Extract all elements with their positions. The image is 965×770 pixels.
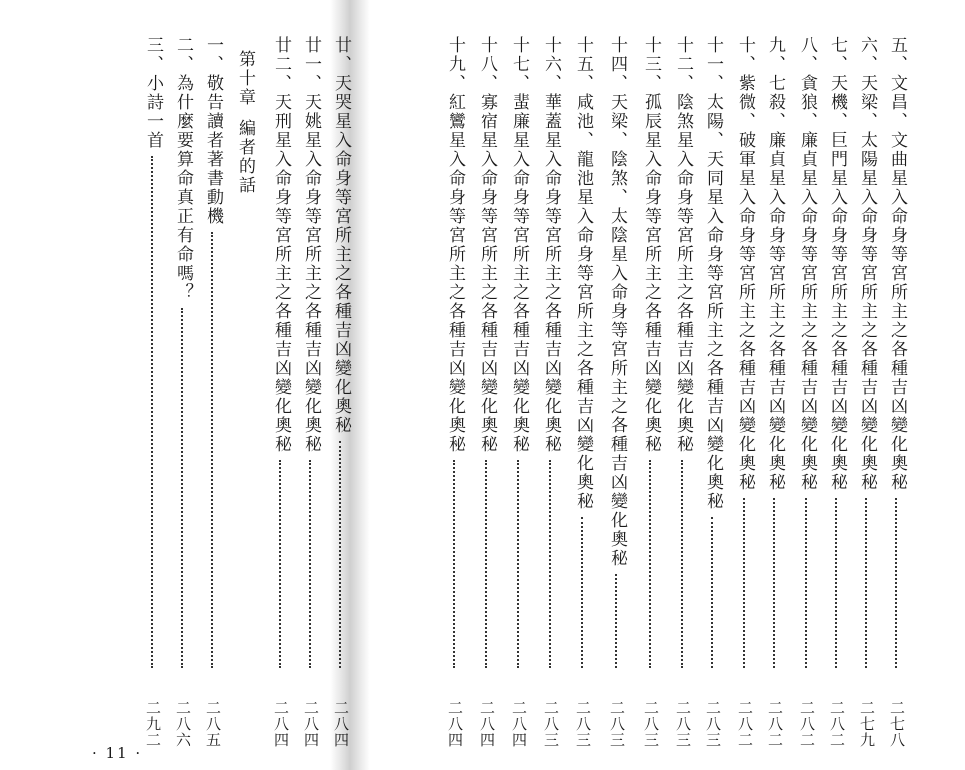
toc-entry-title: 三、小詩一首 bbox=[143, 36, 163, 150]
toc-entry bbox=[638, 36, 664, 748]
toc-entry-title: 十二、陰煞星入命身等宮所主之各種吉凶變化奧秘 bbox=[673, 36, 693, 454]
toc-entry-page-number: 二八二 bbox=[828, 700, 846, 748]
toc-entry-page-number: 二八四 bbox=[272, 700, 290, 748]
toc-entry bbox=[570, 36, 596, 748]
toc-entry-title: 七、天機、巨門星入命身等宮所主之各種吉凶變化奧秘 bbox=[827, 36, 847, 492]
dot-leader bbox=[549, 460, 551, 668]
toc-entry-page-number: 二八四 bbox=[302, 700, 320, 748]
toc-entry bbox=[298, 36, 324, 748]
toc-entry bbox=[140, 36, 166, 748]
chapter-number: 第十章 bbox=[235, 50, 255, 107]
toc-entry bbox=[328, 36, 354, 748]
dot-leader bbox=[835, 498, 837, 668]
toc-entry-title: 十三、孤辰星入命身等宮所主之各種吉凶變化奧秘 bbox=[641, 36, 661, 454]
toc-entry-page-number: 二八三 bbox=[704, 700, 722, 748]
toc-entry-title: 九、七殺、廉貞星入命身等宮所主之各種吉凶變化奧秘 bbox=[765, 36, 785, 492]
dot-leader bbox=[517, 460, 519, 668]
dot-leader bbox=[485, 460, 487, 668]
toc-entry-page-number: 二八四 bbox=[446, 700, 464, 748]
toc-entry bbox=[268, 36, 294, 748]
dot-leader bbox=[649, 460, 651, 668]
toc-entry bbox=[506, 36, 532, 748]
toc-entry-page-number: 二八五 bbox=[204, 700, 222, 748]
dot-leader bbox=[181, 308, 183, 668]
page-folio: · 11 · bbox=[92, 744, 143, 762]
toc-entry-title: 十五、咸池、龍池星入命身等宮所主之各種吉凶變化奧秘 bbox=[573, 36, 593, 511]
toc-entry-title: 二、為什麼要算命真正有命嗎？ bbox=[173, 36, 193, 302]
toc-entry bbox=[442, 36, 468, 748]
dot-leader bbox=[453, 460, 455, 668]
toc-entry bbox=[794, 36, 820, 748]
toc-entry-title: 十四、天梁、陰煞、太陰星入命身等宮所主之各種吉凶變化奧秘 bbox=[607, 36, 627, 568]
toc-entry-page-number: 二八二 bbox=[736, 700, 754, 748]
toc-entry-page-number: 二八二 bbox=[798, 700, 816, 748]
chapter-title: 編者的話 bbox=[235, 119, 255, 195]
toc-entry bbox=[700, 36, 726, 748]
toc-entry-page-number: 二八三 bbox=[674, 700, 692, 748]
toc-entry-page-number: 二八三 bbox=[608, 700, 626, 748]
dot-leader bbox=[339, 441, 341, 668]
toc-entry-title: 廿二、天刑星入命身等宮所主之各種吉凶變化奧秘 bbox=[271, 36, 291, 454]
toc-entry bbox=[170, 36, 196, 748]
toc-entry-page-number: 二八三 bbox=[642, 700, 660, 748]
toc-entry-page-number: 二八二 bbox=[766, 700, 784, 748]
toc-entry-page-number: 二八四 bbox=[478, 700, 496, 748]
toc-entry-title: 十一、太陽、天同星入命身等宮所主之各種吉凶變化奧秘 bbox=[703, 36, 723, 511]
toc-entry bbox=[200, 36, 226, 748]
toc-entry-title: 五、文昌、文曲星入命身等宮所主之各種吉凶變化奧秘 bbox=[887, 36, 907, 492]
dot-leader bbox=[681, 460, 683, 668]
toc-entry bbox=[884, 36, 910, 748]
toc-entry bbox=[854, 36, 880, 748]
toc-entry-title: 十六、華蓋星入命身等宮所主之各種吉凶變化奧秘 bbox=[541, 36, 561, 454]
toc-entry-page-number: 二八六 bbox=[174, 700, 192, 748]
toc-entry-title: 十八、寡宿星入命身等宮所主之各種吉凶變化奧秘 bbox=[477, 36, 497, 454]
toc-entry-page-number: 二八四 bbox=[332, 700, 350, 748]
toc-entry bbox=[732, 36, 758, 748]
toc-entry-title: 六、天梁、太陽星入命身等宮所主之各種吉凶變化奧秘 bbox=[857, 36, 877, 492]
toc-entry-page-number: 二九二 bbox=[144, 700, 162, 748]
dot-leader bbox=[279, 460, 281, 668]
dot-leader bbox=[309, 460, 311, 668]
toc-entry-page-number: 二七九 bbox=[858, 700, 876, 748]
toc-entry bbox=[474, 36, 500, 748]
toc-entry bbox=[604, 36, 630, 748]
toc-entry-title: 廿一、天姚星入命身等宮所主之各種吉凶變化奧秘 bbox=[301, 36, 321, 454]
dot-leader bbox=[581, 517, 583, 668]
dot-leader bbox=[805, 498, 807, 668]
toc-entry bbox=[824, 36, 850, 748]
toc-entry bbox=[670, 36, 696, 748]
toc-entry-page-number: 二七八 bbox=[888, 700, 906, 748]
chapter-heading bbox=[232, 50, 258, 195]
toc-entry bbox=[538, 36, 564, 748]
dot-leader bbox=[211, 232, 213, 668]
toc-entry-page-number: 二八三 bbox=[574, 700, 592, 748]
toc-entry-title: 十七、蜚廉星入命身等宮所主之各種吉凶變化奧秘 bbox=[509, 36, 529, 454]
toc-entry-page-number: 二八三 bbox=[542, 700, 560, 748]
dot-leader bbox=[151, 156, 153, 668]
dot-leader bbox=[773, 498, 775, 668]
toc-entry bbox=[762, 36, 788, 748]
toc-entry-title: 一、敬告讀者著書動機 bbox=[203, 36, 223, 226]
toc-entry-title: 八、貪狼、廉貞星入命身等宮所主之各種吉凶變化奧秘 bbox=[797, 36, 817, 492]
dot-leader bbox=[865, 498, 867, 668]
dot-leader bbox=[711, 517, 713, 668]
dot-leader bbox=[615, 574, 617, 668]
toc-entry-page-number: 二八四 bbox=[510, 700, 528, 748]
dot-leader bbox=[743, 498, 745, 668]
toc-entry-title: 十九、紅鸞星入命身等宮所主之各種吉凶變化奧秘 bbox=[445, 36, 465, 454]
toc-entry-title: 廿、天哭星入命身等宮所主之各種吉凶變化奧秘 bbox=[331, 36, 351, 435]
dot-leader bbox=[895, 498, 897, 668]
toc-entry-title: 十、紫微、破軍星入命身等宮所主之各種吉凶變化奧秘 bbox=[735, 36, 755, 492]
